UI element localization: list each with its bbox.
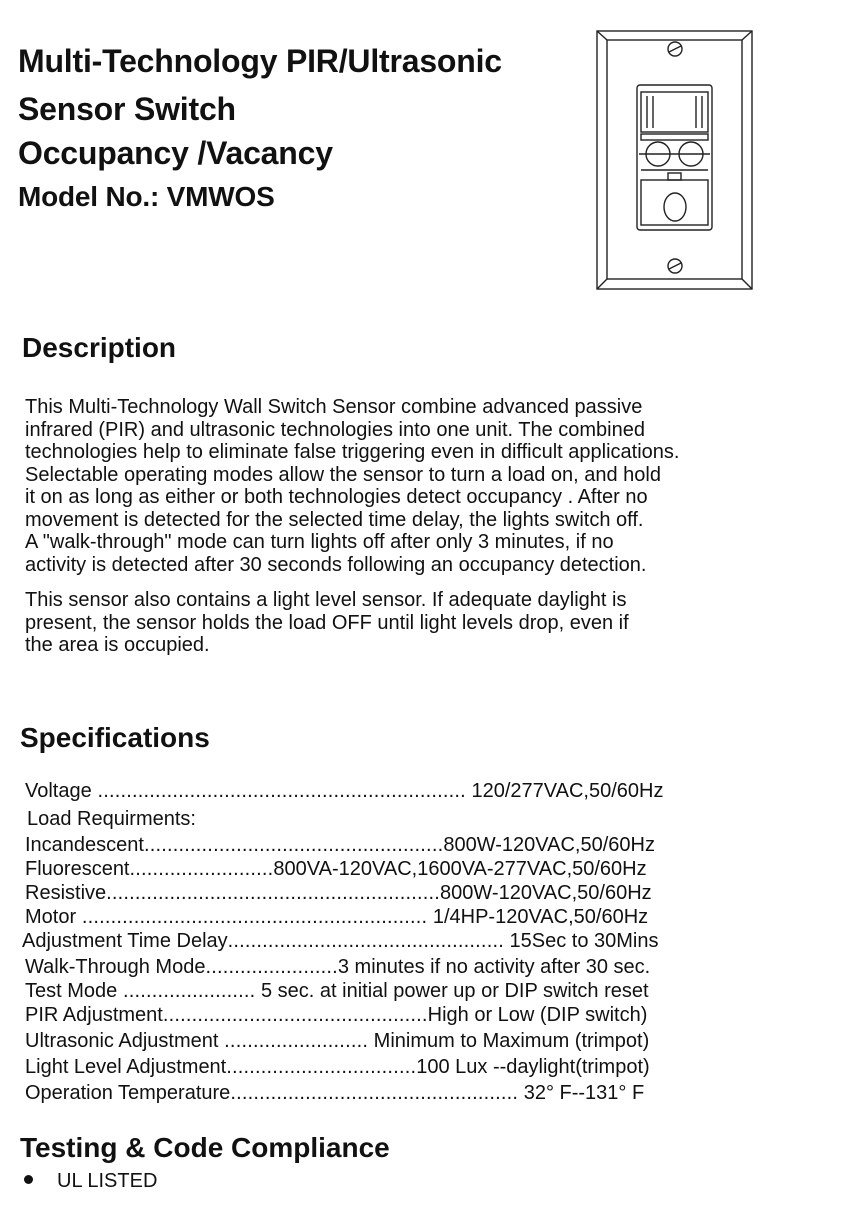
spec-test-mode <box>25 979 649 1003</box>
spec-leader: ................................................................ <box>91 780 466 802</box>
spec-value: High or Low (DIP switch) <box>427 1004 648 1026</box>
spec-leader: ......................... <box>129 858 274 880</box>
spec-time-delay <box>22 929 659 953</box>
spec-value: 1/4HP-120VAC,50/60Hz <box>427 906 649 928</box>
spec-light-level-adjustment <box>25 1055 650 1079</box>
spec-value: 120/277VAC,50/60Hz <box>465 780 664 802</box>
title-line-2: Sensor Switch <box>18 91 236 127</box>
paragraph-line: it on as long as either or both technologies detect occupancy . After no <box>25 486 648 508</box>
spec-leader: .......................................................... <box>106 882 441 904</box>
spec-value: 3 minutes if no activity after 30 sec. <box>337 956 651 978</box>
spec-motor <box>25 905 648 929</box>
paragraph-line: This Multi-Technology Wall Switch Sensor combine advanced passive <box>25 396 643 418</box>
title-line-3: Occupancy /Vacancy <box>18 135 333 171</box>
spec-leader: ....................... <box>205 956 338 978</box>
spec-label: Fluorescent <box>25 858 130 880</box>
compliance-heading: Testing & Code Compliance <box>20 1132 390 1163</box>
paragraph-line: technologies help to eliminate false triggering even in difficult applications. <box>25 441 680 463</box>
paragraph-line: movement is detected for the selected time delay, the lights switch off. <box>25 508 644 531</box>
spec-leader: .................................................... <box>143 834 444 856</box>
spec-leader: .............................................. <box>162 1004 428 1026</box>
spec-ultrasonic-adjustment <box>25 1029 649 1053</box>
spec-resistive <box>25 881 652 905</box>
description-paragraph-2 <box>25 589 629 657</box>
compliance-list-item <box>24 1169 157 1193</box>
spec-value: 5 sec. at initial power up or DIP switch reset <box>255 980 649 1002</box>
bullet-icon <box>24 1175 33 1184</box>
spec-label: Adjustment Time Delay <box>22 930 228 952</box>
paragraph-line: infrared (PIR) and ultrasonic technologies into one unit. The combined <box>25 418 645 441</box>
spec-label: Motor <box>25 906 77 928</box>
spec-value: 15Sec to 30Mins <box>503 930 659 952</box>
paragraph-line: activity is detected after 30 seconds following an occupancy detection. <box>25 553 647 576</box>
spec-label: Light Level Adjustment <box>25 1056 227 1078</box>
spec-label: Walk-Through Mode <box>25 956 206 978</box>
spec-walk-through <box>25 955 650 979</box>
specifications-heading: Specifications <box>20 722 210 753</box>
compliance-item-label: UL LISTED <box>57 1170 158 1192</box>
spec-label: Operation Temperature <box>25 1082 231 1104</box>
spec-value: Minimum to Maximum (trimpot) <box>368 1030 650 1052</box>
paragraph-line: Selectable operating modes allow the sensor to turn a load on, and hold <box>25 463 661 486</box>
spec-value: 32° F--131° F <box>518 1082 645 1104</box>
wall-switch-sensor-icon <box>595 30 755 292</box>
spec-leader: .................................................. <box>230 1082 519 1104</box>
spec-operation-temperature <box>25 1081 644 1105</box>
description-paragraph-1 <box>25 396 679 576</box>
paragraph-line: A "walk-through" mode can turn lights off after only 3 minutes, if no <box>25 531 614 553</box>
spec-fluorescent <box>25 857 647 881</box>
spec-leader: ....................... <box>117 980 256 1002</box>
spec-value: 800VA-120VAC,1600VA-277VAC,50/60Hz <box>273 858 647 880</box>
model-number: Model No.: VMWOS <box>18 181 275 212</box>
spec-pir-adjustment <box>25 1003 647 1027</box>
spec-leader: ......................... <box>218 1030 369 1052</box>
spec-voltage <box>25 779 663 803</box>
spec-load-requirements-label: Load Requirments: <box>27 808 196 830</box>
spec-value: 800W-120VAC,50/60Hz <box>440 882 652 904</box>
paragraph-line: the area is occupied. <box>25 634 210 656</box>
spec-value: 800W-120VAC,50/60Hz <box>443 834 655 856</box>
spec-label: PIR Adjustment <box>25 1004 163 1026</box>
spec-leader: ................................. <box>226 1056 417 1078</box>
description-heading: Description <box>22 332 177 363</box>
spec-leader: ............................................................ <box>76 906 428 928</box>
spec-leader: ................................................ <box>227 930 504 952</box>
paragraph-line: This sensor also contains a light level sensor. If adequate daylight is <box>25 589 627 611</box>
spec-incandescent <box>25 833 655 857</box>
spec-label: Incandescent <box>25 834 144 856</box>
spec-value: 100 Lux --daylight(trimpot) <box>416 1056 650 1078</box>
spec-label: Ultrasonic Adjustment <box>25 1030 219 1052</box>
paragraph-line: present, the sensor holds the load OFF until light levels drop, even if <box>25 611 629 634</box>
title-line-1: Multi-Technology PIR/Ultrasonic <box>18 43 502 79</box>
spec-label: Test Mode <box>25 980 118 1002</box>
spec-label: Resistive <box>25 882 107 904</box>
spec-label: Voltage <box>25 780 92 802</box>
